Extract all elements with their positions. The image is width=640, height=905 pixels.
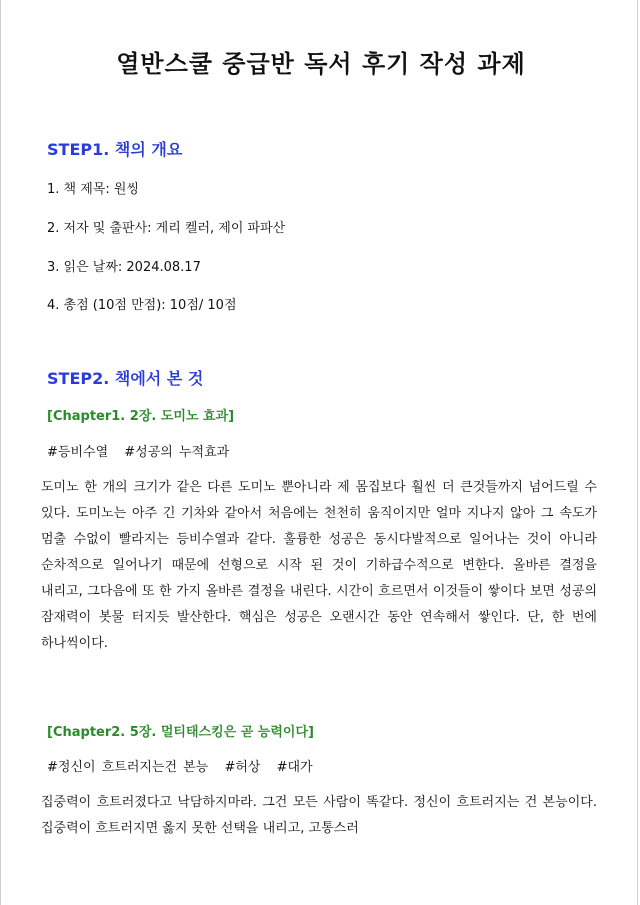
chapter1-title: [Chapter1. 2장. 도미노 효과] xyxy=(47,409,235,424)
step2-heading: STEP2. 책에서 본 것 xyxy=(47,369,204,388)
hashtag: #허상 xyxy=(224,760,261,775)
chapter1-tags xyxy=(47,443,239,463)
chapter2-tags xyxy=(47,758,323,778)
hashtag: #성공의 누적효과 xyxy=(124,445,230,460)
overview-item-title: 1. 책 제목: 원씽 xyxy=(47,182,139,197)
hashtag: #등비수열 xyxy=(47,445,109,460)
chapter2-title: [Chapter2. 5장. 멀티태스킹은 곧 능력이다] xyxy=(47,725,314,740)
hashtag: #대가 xyxy=(276,760,313,775)
overview-item-score: 4. 총점 (10점 만점): 10점/ 10점 xyxy=(47,298,237,313)
overview-item-date: 3. 읽은 날짜: 2024.08.17 xyxy=(47,260,201,275)
document-title: 열반스쿨 중급반 독서 후기 작성 과제 xyxy=(116,50,526,78)
chapter2-body: 집중력이 흐트러졌다고 낙담하지마라. 그건 모든 사람이 똑같다. 정신이 흐트러지는 건 본능이다. 집중력이 흐트러지면 옳지 못한 선택을 내리고, 고통스러 xyxy=(41,795,597,836)
step1-heading: STEP1. 책의 개요 xyxy=(47,140,183,159)
overview-item-author: 2. 저자 및 출판사: 게리 켈러, 제이 파파산 xyxy=(47,221,286,236)
hashtag: #정신이 흐트러지는건 본능 xyxy=(47,760,209,775)
chapter1-body: 도미노 한 개의 크기가 같은 다른 도미노 뿐아니라 제 몸집보다 훨씬 더 큰것들까지 넘어드릴 수 있다. 도미노는 아주 긴 기차와 같아서 처음에는 천천히 움직이지만 얼마 지나지 않아 그 속도가 멈출 수없이 빨라지는 등비수열과 같다. 훌륭한 성공은 동시다발적으로 일어나는 것이 아니라 순차적으로 일어나기 때문에 선형으로 시작 된 것이 기하급수적으로 변한다. 올바른 결정을 내리고, 그다음에 또 한 가지 올바른 결정을 내린다. 시간이 흐르면서 이것들이 쌓이다 보면 성공의 잠재력이 봇물 터지듯 발산한다. 핵심은 성공은 오랜시간 동안 연속해서 쌓인다. 단, 한 번에 하나씩이다. xyxy=(41,480,597,651)
